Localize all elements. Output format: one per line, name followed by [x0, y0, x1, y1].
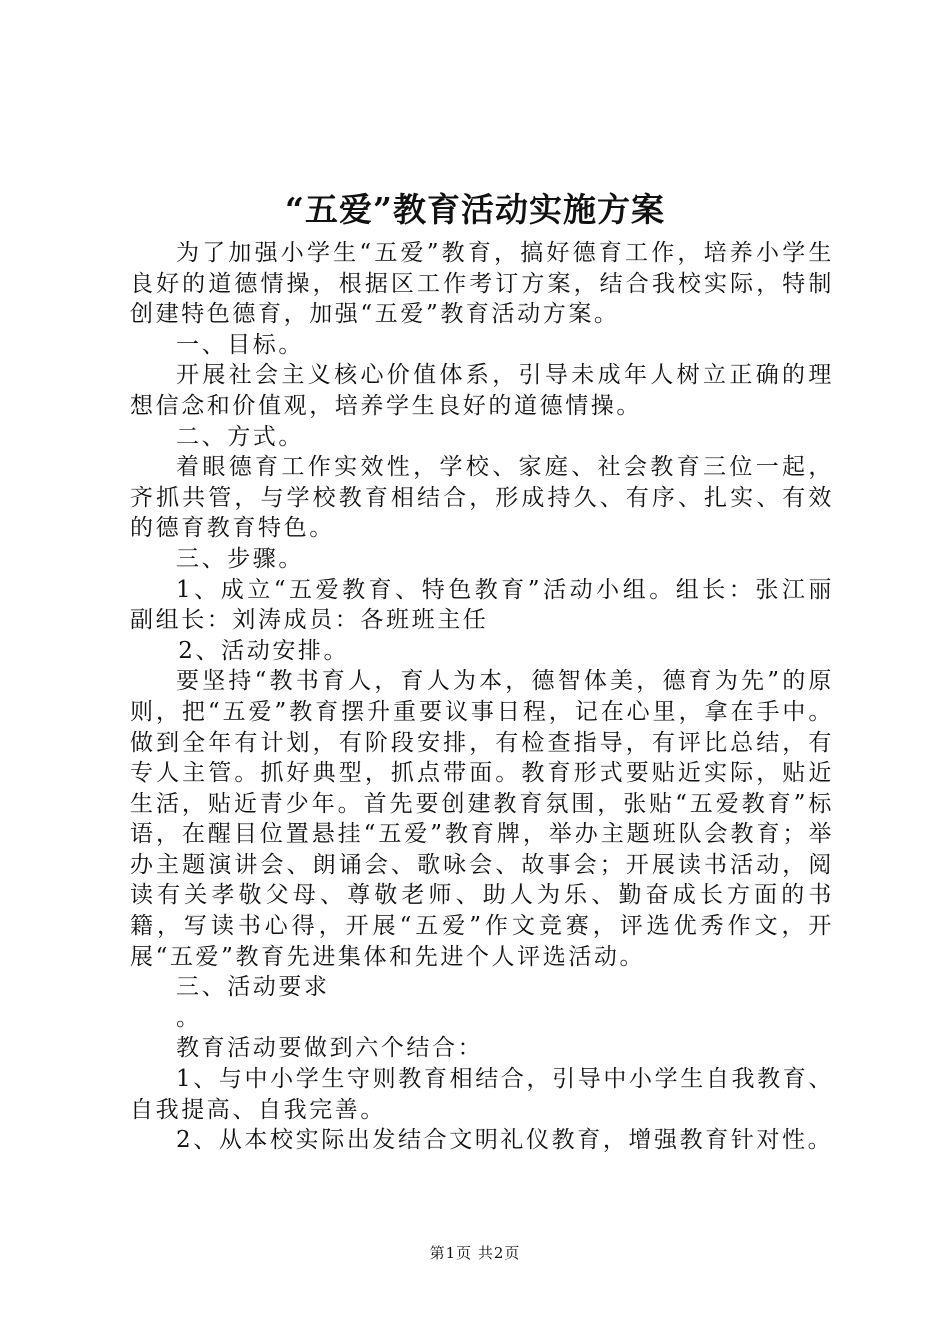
paragraph-intro: 为了加强小学生“五爱”教育，搞好德育工作，培养小学生良好的道德情操，根据区工作考订方案，结合我校实际，特制创建特色德育，加强“五爱”教育活动方案。: [130, 240, 834, 328]
paragraph-six-combinations: 教育活动要做到六个结合：: [176, 1035, 484, 1062]
paragraph-goal: 开展社会主义核心价值体系，引导未成年人树立正确的理想信念和价值观，培养学生良好的道德情操。: [130, 362, 834, 419]
page-footer: 第1页 共2页: [429, 1244, 521, 1262]
paragraph-step-2: 2、活动安排。: [178, 637, 350, 664]
heading-method: 二、方式。: [176, 423, 304, 450]
document-title: “五爱”教育活动实施方案: [285, 190, 665, 229]
heading-requirements: 三、活动要求: [176, 974, 330, 1001]
paragraph-combination-2: 2、从本校实际出发结合文明礼仪教育，增强教育针对性。: [176, 1127, 834, 1154]
paragraph-method: 着眼德育工作实效性，学校、家庭、社会教育三位一起，齐抓共管，与学校教育相结合，形成持久、有序、扎实、有效的德育教育特色。: [130, 454, 834, 542]
heading-goal: 一、目标。: [176, 331, 304, 358]
paragraph-arrangement: 要坚持“教书育人，育人为本，德智体美，德育为先”的原则，把“五爱”教育摆升重要议事日程，记在心里，拿在手中。做到全年有计划，有阶段安排，有检查指导，有评比总结，有专人主管。抓好典型，抓点带面。教育形式要贴近实际，贴近生活，贴近青少年。首先要创建教育氛围，张贴“五爱教育”标语，在醒目位置悬挂“五爱”教育牌，举办主题班队会教育；举办主题演讲会、朗诵会、歌咏会、故事会；开展读书活动，阅读有关孝敬父母、尊敬老师、助人为乐、勤奋成长方面的书籍，写读书心得，开展“五爱”作文竞赛，评选优秀作文，开展“五爱”教育先进集体和先进个人评选活动。: [130, 668, 834, 970]
heading-steps: 三、步骤。: [176, 545, 304, 572]
paragraph-step-1: 1、成立“五爱教育、特色教育”活动小组。组长：张江丽副组长：刘涛成员：各班班主任: [130, 576, 834, 634]
document-body: [130, 238, 834, 1156]
paragraph-combination-1: 1、与中小学生守则教育相结合，引导中小学生自我教育、自我提高、自我完善。: [130, 1066, 834, 1123]
paragraph-period: 。: [176, 1004, 202, 1031]
